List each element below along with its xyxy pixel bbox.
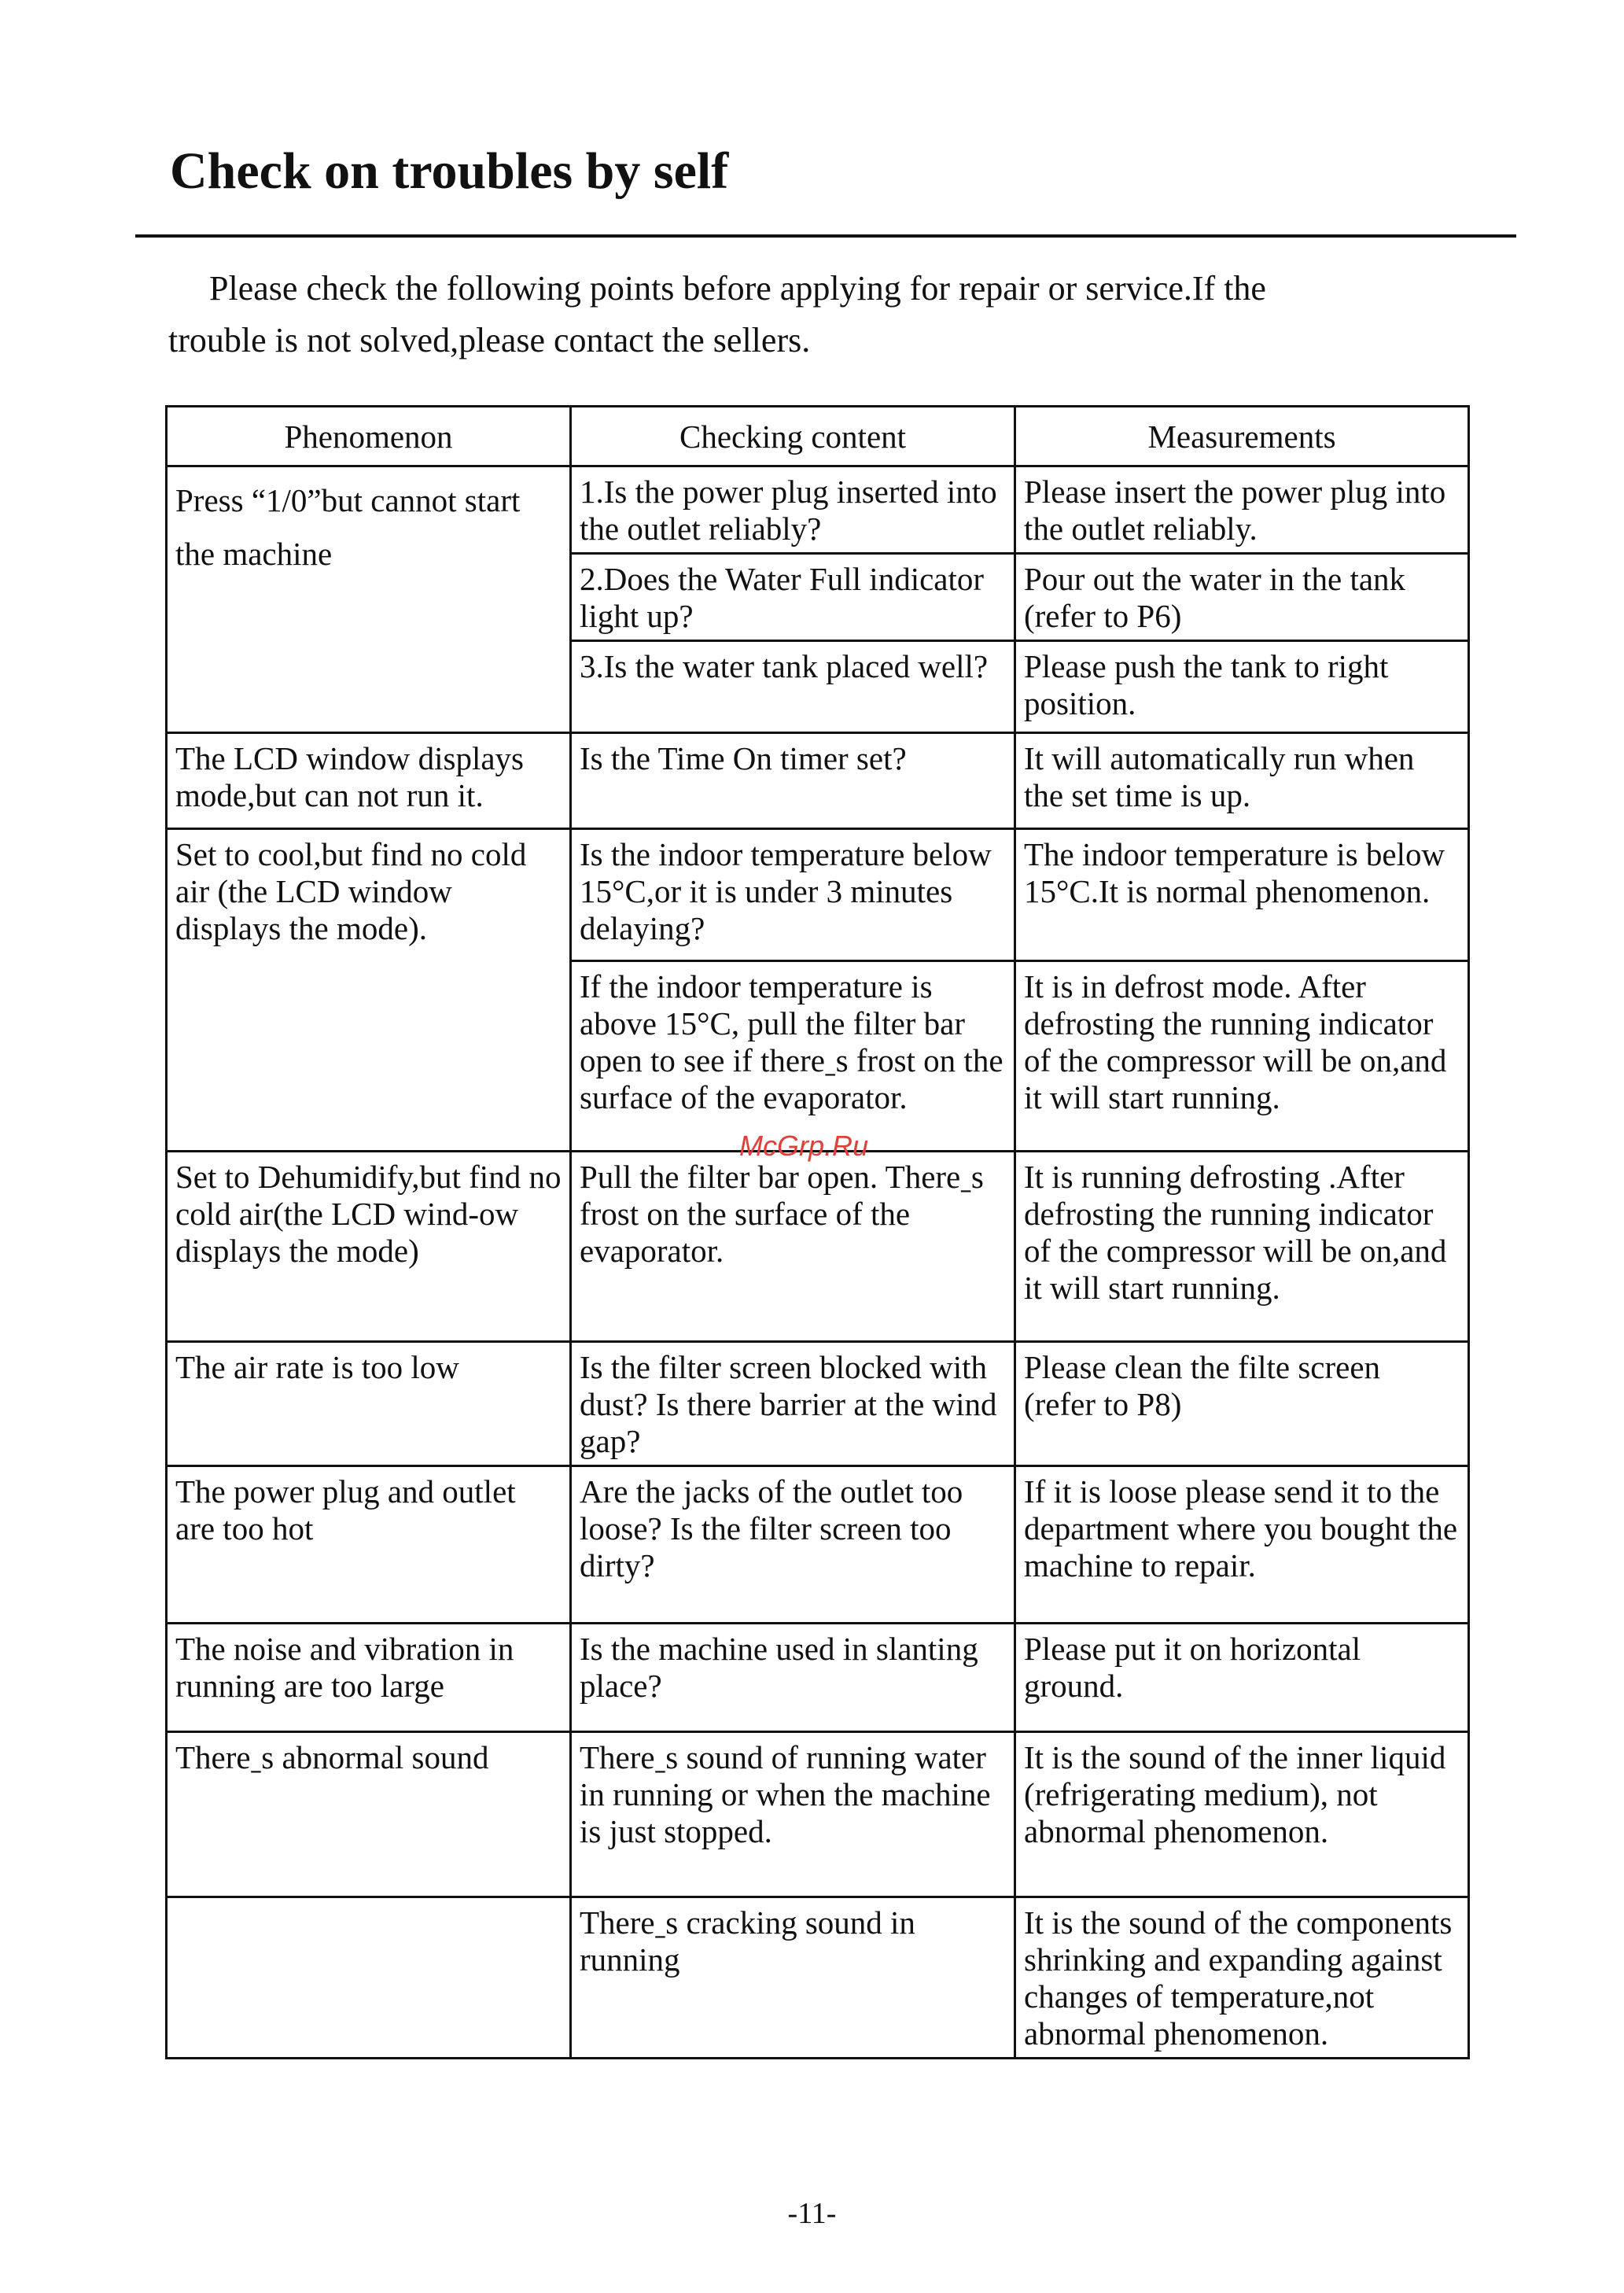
phenomenon-cell: The noise and vibration in running are too large [167, 1624, 571, 1732]
table-header-row [167, 407, 1469, 466]
troubleshooting-table [165, 405, 1470, 2059]
header-phenomenon: Phenomenon [167, 407, 571, 466]
checking-cell: Are the jacks of the outlet too loose? Is the filter screen too dirty? [571, 1466, 1015, 1624]
measure-cell: It is the sound of the components shrinking and expanding against changes of temperature,not abnormal phenomenon. [1015, 1897, 1469, 2059]
measure-cell: It is in defrost mode. After defrosting the running indicator of the compressor will be on,and it will start running. [1015, 961, 1469, 1152]
table-row [167, 1897, 1469, 2059]
checking-cell: 1.Is the power plug inserted into the outlet reliably? [571, 466, 1015, 554]
measure-cell: It is the sound of the inner liquid (refrigerating medium), not abnormal phenomenon. [1015, 1732, 1469, 1897]
table-row [167, 1466, 1469, 1624]
table-row [167, 1342, 1469, 1466]
page-number: -11- [787, 2197, 837, 2230]
checking-cell: If the indoor temperature is above 15°C, pull the filter bar open to see if thereˍs frost on the surface of the evaporator. [571, 961, 1015, 1152]
checking-cell: Pull the filter bar open. Thereˍs frost on the surface of the evaporator. [571, 1152, 1015, 1342]
checking-cell: 3.Is the water tank placed well? [571, 641, 1015, 733]
phenomenon-cell [167, 1897, 571, 2059]
phenomenon-cell: The air rate is too low [167, 1342, 571, 1466]
measure-cell: Please insert the power plug into the outlet reliably. [1015, 466, 1469, 554]
measure-cell: It will automatically run when the set time is up. [1015, 733, 1469, 829]
table-row [167, 733, 1469, 829]
page-title: Check on troubles by self [170, 142, 729, 200]
checking-cell: Thereˍs sound of running water in running or when the machine is just stopped. [571, 1732, 1015, 1897]
measure-cell: Please put it on horizontal ground. [1015, 1624, 1469, 1732]
table-row [167, 1152, 1469, 1342]
measure-cell: Please clean the filte screen (refer to P8) [1015, 1342, 1469, 1466]
phenomenon-cell: Set to cool,but find no cold air (the LCD window displays the mode). [167, 829, 571, 1152]
measure-cell: The indoor temperature is below 15°C.It is normal phenomenon. [1015, 829, 1469, 961]
table-row [167, 1732, 1469, 1897]
checking-cell: Is the machine used in slanting place? [571, 1624, 1015, 1732]
measure-cell: It is running defrosting .After defrosting the running indicator of the compressor will be on,and it will start running. [1015, 1152, 1469, 1342]
checking-cell: Thereˍs cracking sound in running [571, 1897, 1015, 2059]
checking-cell: Is the Time On timer set? [571, 733, 1015, 829]
intro-paragraph [168, 263, 1505, 367]
measure-cell: If it is loose please send it to the department where you bought the machine to repair. [1015, 1466, 1469, 1624]
measure-cell: Pour out the water in the tank (refer to P6) [1015, 554, 1469, 641]
header-checking-content: Checking content [571, 407, 1015, 466]
title-divider [135, 234, 1516, 238]
table-row [167, 829, 1469, 961]
phenomenon-cell: Thereˍs abnormal sound [167, 1732, 571, 1897]
checking-cell: Is the filter screen blocked with dust? Is there barrier at the wind gap? [571, 1342, 1015, 1466]
phenomenon-cell: Set to Dehumidify,but find no cold air(the LCD wind-ow displays the mode) [167, 1152, 571, 1342]
intro-line-2: trouble is not solved,please contact the sellers. [168, 321, 811, 359]
intro-line-1: Please check the following points before applying for repair or service.If the [209, 269, 1266, 308]
phenomenon-cell: The power plug and outlet are too hot [167, 1466, 571, 1624]
checking-cell: 2.Does the Water Full indicator light up? [571, 554, 1015, 641]
header-measurements: Measurements [1015, 407, 1469, 466]
measure-cell: Please push the tank to right position. [1015, 641, 1469, 733]
watermark-text: McGrp.Ru [739, 1130, 869, 1162]
phenomenon-cell: Press “1/0”but cannot start the machine [167, 466, 571, 733]
checking-cell: Is the indoor temperature below 15°C,or it is under 3 minutes delaying? [571, 829, 1015, 961]
phenomenon-cell: The LCD window displays mode,but can not run it. [167, 733, 571, 829]
table-row [167, 1624, 1469, 1732]
table-row [167, 466, 1469, 554]
